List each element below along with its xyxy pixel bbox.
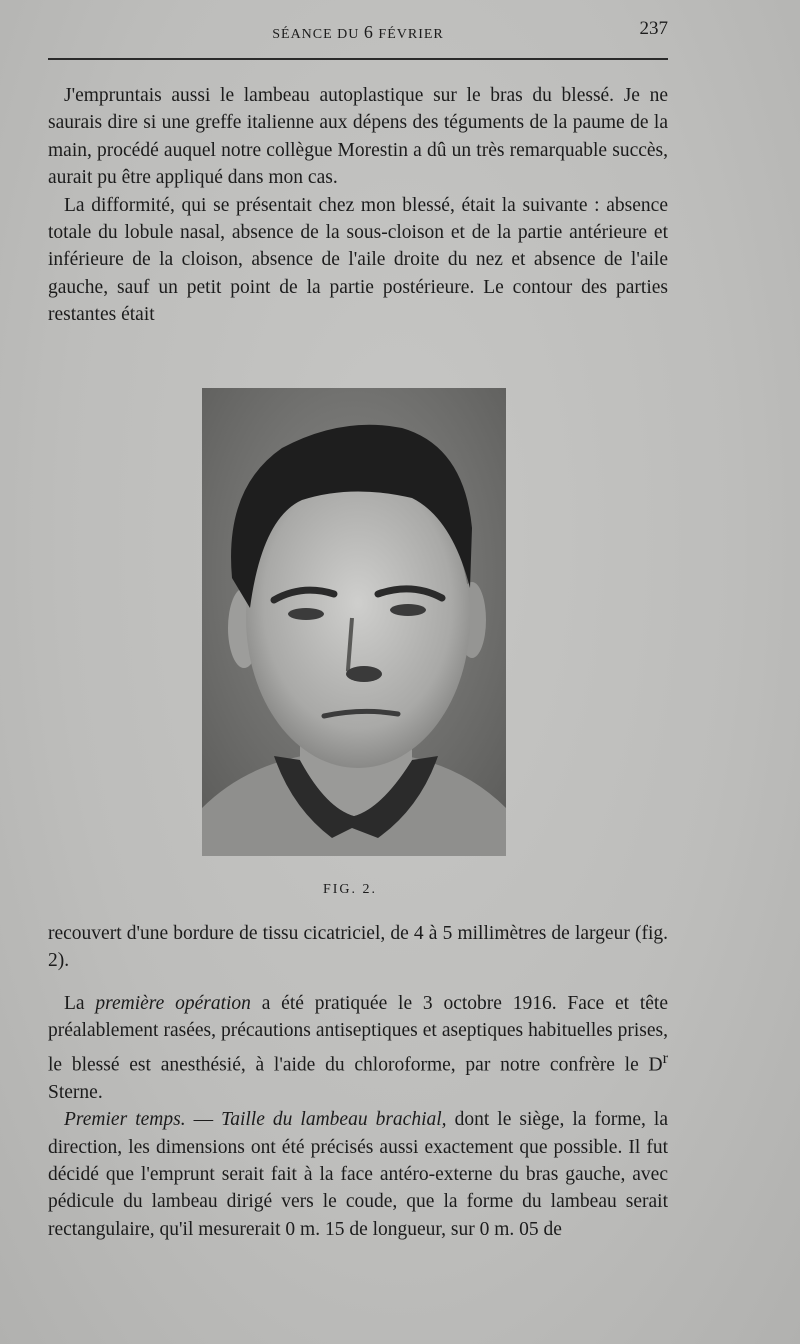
paragraph: recouvert d'une bordure de tissu cicatriciel, de 4 à 5 millimètres de largeur (fig. 2). — [48, 923, 668, 972]
italic-term: Premier temps. — [64, 1109, 186, 1131]
text-run: La — [64, 993, 96, 1014]
text-run: — — [185, 1109, 222, 1131]
header-title — [48, 22, 668, 43]
paragraph: La difformité, qui se présentait chez mon blessé, était la suivante : absence totale du lobule nasal, absence de la sous-cloison et de la partie antérieure et inférieure de la cloison, absence de l'aile droite du nez et absence de l'aile gauche, sauf un petit point de la partie postérieure. Le contour des parties restantes était — [48, 194, 668, 326]
header-title-day: 6 — [363, 22, 374, 42]
portrait-photograph — [202, 388, 506, 856]
paragraph-operation — [48, 990, 668, 1106]
figure-caption: FIG. 2. — [322, 882, 378, 897]
portrait-illustration — [202, 388, 506, 856]
text-run: dont le siège, la forme, la direction, les dimensions ont été précisés aussi exactement que possible. Il fut décidé que l'emprunt serait fait à la face antéro-externe du bras gauche, avec pédicule du lambeau dirigé vers le coude, que la forme du lambeau serait rectangulaire, qu'il mesurerait 0 m. 15 de longueur, sur 0 m. 05 de — [48, 1109, 669, 1240]
superscript: r — [662, 1048, 668, 1067]
text-run: Sterne. — [48, 1081, 103, 1103]
text-block-top — [48, 82, 668, 329]
running-header — [48, 16, 668, 48]
header-title-suffix: FÉVRIER — [373, 27, 444, 42]
italic-term: première opération — [95, 993, 251, 1014]
paragraph: J'empruntais aussi le lambeau autoplastique sur le bras du blessé. Je ne saurais dire si une greffe italienne aux dépens des téguments de la paume de la main, procédé auquel notre collègue Morestin a dû un très remarquable succès, aurait pu être appliqué dans mon cas. — [48, 85, 668, 189]
text-block-bottom — [48, 990, 668, 1243]
text-run: a été pratiquée le 3 octobre 1916. Face et tête préalablement rasées, précautions antiseptiques et aseptiques habituelles prises, le blessé est anesthésié, à l'aide du chloroforme, par notre confrère le D — [48, 993, 668, 1076]
italic-term: Taille du lambeau brachial, — [221, 1109, 447, 1131]
paragraph-first-step — [48, 1106, 668, 1243]
header-rule — [48, 58, 668, 60]
header-title-prefix: SÉANCE DU — [272, 27, 364, 42]
page-number: 237 — [639, 18, 668, 39]
text-block-after-figure — [48, 920, 668, 975]
